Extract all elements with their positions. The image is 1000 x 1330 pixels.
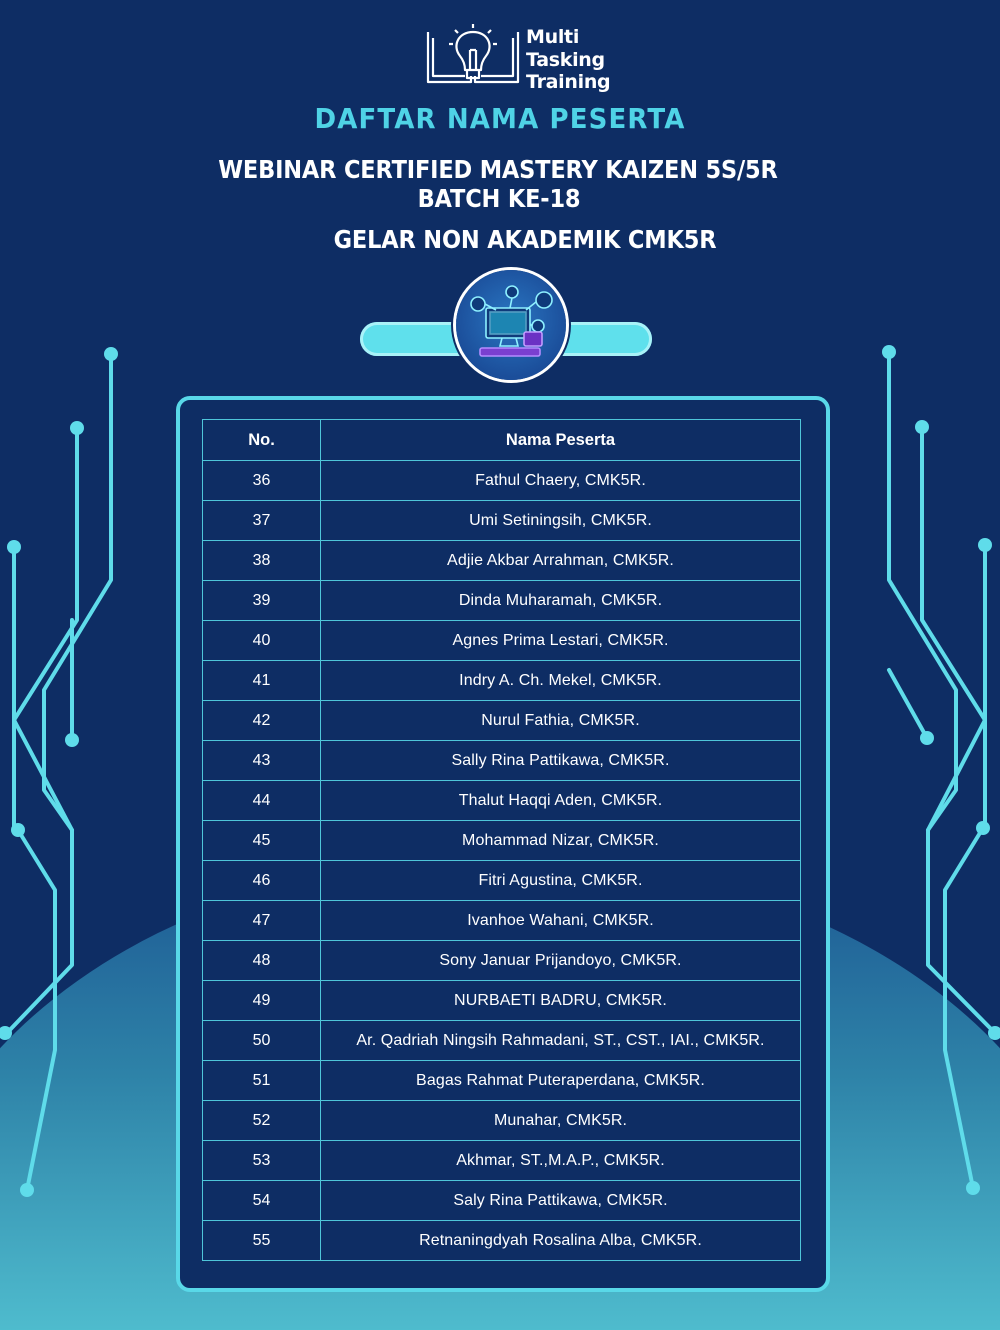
- participant-name: Sally Rina Pattikawa, CMK5R.: [321, 741, 801, 781]
- subtitle-line-2: BATCH KE-18: [417, 184, 581, 213]
- participant-name: Sony Januar Prijandoyo, CMK5R.: [321, 941, 801, 981]
- row-number: 44: [203, 781, 321, 821]
- page-title: DAFTAR NAMA PESERTA: [314, 102, 686, 135]
- row-number: 52: [203, 1101, 321, 1141]
- table-row: [203, 981, 801, 1021]
- row-number: 51: [203, 1061, 321, 1101]
- table-row: [203, 901, 801, 941]
- row-number: 38: [203, 541, 321, 581]
- row-number: 47: [203, 901, 321, 941]
- row-number: 54: [203, 1181, 321, 1221]
- participant-table: [202, 419, 801, 1261]
- brand-logo: [425, 24, 625, 94]
- subtitle-line-1: WEBINAR CERTIFIED MASTERY KAIZEN 5S/5R: [218, 155, 778, 184]
- participant-name: Nurul Fathia, CMK5R.: [321, 701, 801, 741]
- table-row: [203, 741, 801, 781]
- participant-name: Dinda Muharamah, CMK5R.: [321, 581, 801, 621]
- brand-line-2: Tasking: [526, 48, 605, 71]
- participant-name: Thalut Haqqi Aden, CMK5R.: [321, 781, 801, 821]
- table-row: [203, 1181, 801, 1221]
- lightbulb-book-icon: [425, 24, 521, 86]
- participant-name: Ivanhoe Wahani, CMK5R.: [321, 901, 801, 941]
- table-row: [203, 861, 801, 901]
- table-row: [203, 941, 801, 981]
- participant-name: Fitri Agustina, CMK5R.: [321, 861, 801, 901]
- row-number: 42: [203, 701, 321, 741]
- table-row: [203, 501, 801, 541]
- row-number: 36: [203, 461, 321, 501]
- row-number: 46: [203, 861, 321, 901]
- row-number: 48: [203, 941, 321, 981]
- column-header-no: No.: [203, 420, 321, 461]
- table-row: [203, 621, 801, 661]
- table-row: [203, 1101, 801, 1141]
- table-row: [203, 581, 801, 621]
- participant-name: Adjie Akbar Arrahman, CMK5R.: [321, 541, 801, 581]
- table-row: [203, 701, 801, 741]
- table-row: [203, 781, 801, 821]
- row-number: 50: [203, 1021, 321, 1061]
- emblem-badge: [456, 270, 566, 380]
- participant-name: Fathul Chaery, CMK5R.: [321, 461, 801, 501]
- table-row: [203, 541, 801, 581]
- participant-name: Akhmar, ST.,M.A.P., CMK5R.: [321, 1141, 801, 1181]
- row-number: 37: [203, 501, 321, 541]
- participant-name: Munahar, CMK5R.: [321, 1101, 801, 1141]
- row-number: 39: [203, 581, 321, 621]
- participant-name: Saly Rina Pattikawa, CMK5R.: [321, 1181, 801, 1221]
- row-number: 43: [203, 741, 321, 781]
- column-header-name: Nama Peserta: [321, 420, 801, 461]
- table-row: [203, 461, 801, 501]
- participant-name: Umi Setiningsih, CMK5R.: [321, 501, 801, 541]
- participant-name: Retnaningdyah Rosalina Alba, CMK5R.: [321, 1221, 801, 1261]
- table-row: [203, 1221, 801, 1261]
- row-number: 49: [203, 981, 321, 1021]
- subtitle-line-3: GELAR NON AKADEMIK CMK5R: [333, 225, 717, 254]
- row-number: 40: [203, 621, 321, 661]
- row-number: 45: [203, 821, 321, 861]
- table-row: [203, 1061, 801, 1101]
- row-number: 55: [203, 1221, 321, 1261]
- row-number: 53: [203, 1141, 321, 1181]
- participant-name: NURBAETI BADRU, CMK5R.: [321, 981, 801, 1021]
- participant-name: Agnes Prima Lestari, CMK5R.: [321, 621, 801, 661]
- table-body: [203, 461, 801, 1261]
- table-row: [203, 1141, 801, 1181]
- participant-name: Bagas Rahmat Puteraperdana, CMK5R.: [321, 1061, 801, 1101]
- participant-name: Indry A. Ch. Mekel, CMK5R.: [321, 661, 801, 701]
- table-row: [203, 1021, 801, 1061]
- computer-network-icon: [456, 270, 566, 380]
- table-row: [203, 821, 801, 861]
- brand-line-3: Training: [526, 71, 611, 93]
- table-header-row: [203, 420, 801, 461]
- participant-name: Ar. Qadriah Ningsih Rahmadani, ST., CST., IAI., CMK5R.: [321, 1021, 801, 1061]
- row-number: 41: [203, 661, 321, 701]
- table-row: [203, 661, 801, 701]
- brand-name: [526, 26, 610, 94]
- brand-line-1: Multi: [526, 26, 580, 48]
- participant-name: Mohammad Nizar, CMK5R.: [321, 821, 801, 861]
